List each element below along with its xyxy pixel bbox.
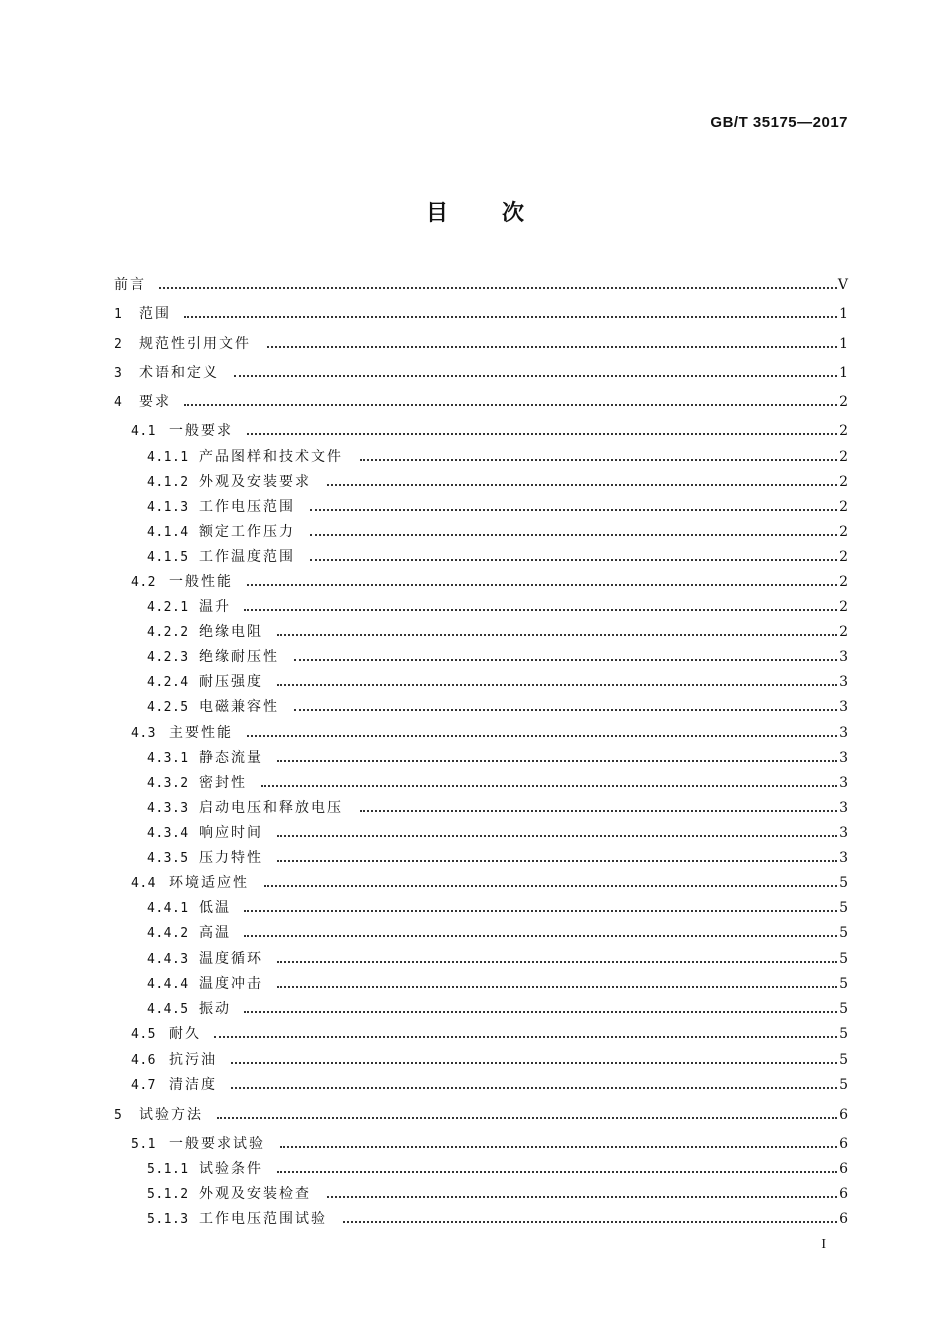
toc-entry[interactable]: [0, 921, 950, 946]
toc-leader-dots: [327, 484, 837, 486]
toc-entry[interactable]: [0, 695, 950, 720]
toc-entry-number: 4.1.3: [147, 500, 189, 515]
toc-entry-page: 2: [839, 574, 848, 590]
toc-entry-page: 1: [839, 306, 848, 322]
toc-entry-page: 2: [839, 599, 848, 615]
toc-entry-label: 耐久: [169, 1026, 201, 1042]
toc-entry[interactable]: [0, 545, 950, 570]
toc-leader-dots: [231, 1087, 837, 1089]
toc-entry-number: 4: [114, 395, 123, 410]
toc-entry-number: 4.3.3: [147, 801, 189, 816]
toc-entry-label: 试验条件: [199, 1161, 263, 1177]
toc-entry-page: 2: [839, 449, 848, 465]
toc-entry[interactable]: [0, 670, 950, 695]
toc-entry[interactable]: [0, 1132, 950, 1157]
toc-entry-label: 术语和定义: [139, 365, 219, 381]
toc-entry-label: 低温: [199, 900, 231, 916]
toc-entry[interactable]: [0, 620, 950, 645]
toc-entry-page: 5: [839, 1026, 848, 1042]
toc-leader-dots: [267, 346, 837, 348]
toc-entry[interactable]: [0, 361, 950, 386]
toc-entry[interactable]: [0, 595, 950, 620]
toc-entry-label: 一般要求试验: [169, 1136, 265, 1152]
toc-entry-label: 压力特性: [199, 850, 263, 866]
toc-entry-number: 5: [114, 1108, 123, 1123]
toc-entry-page: 6: [839, 1107, 848, 1123]
toc-entry-label: 启动电压和释放电压: [199, 800, 343, 816]
toc-entry[interactable]: [0, 495, 950, 520]
toc-entry-number: 4.3: [131, 726, 156, 741]
toc-entry-label: 温度循环: [199, 951, 263, 967]
toc-entry[interactable]: [0, 997, 950, 1022]
toc-entry-number: 4.3.2: [147, 776, 189, 791]
toc-entry-number: 4.2.4: [147, 675, 189, 690]
toc-entry[interactable]: [0, 771, 950, 796]
toc-entry-label: 范围: [139, 306, 171, 322]
toc-entry-label: 产品图样和技术文件: [199, 449, 343, 465]
toc-entry-page: 3: [839, 674, 848, 690]
toc-entry-page: 5: [839, 925, 848, 941]
toc-entry-number: 5.1.3: [147, 1212, 189, 1227]
toc-entry[interactable]: [0, 972, 950, 997]
toc-entry[interactable]: [0, 721, 950, 746]
toc-entry-label: 要求: [139, 394, 171, 410]
page-number: I: [821, 1237, 826, 1252]
toc-entry-page: 3: [839, 649, 848, 665]
toc-entry[interactable]: [0, 645, 950, 670]
toc-leader-dots: [261, 785, 837, 787]
toc-entry-number: 4.4.2: [147, 926, 189, 941]
toc-entry-label: 外观及安装要求: [199, 474, 311, 490]
toc-leader-dots: [277, 835, 837, 837]
page-title: 目次: [425, 201, 578, 226]
toc-entry-label: 耐压强度: [199, 674, 263, 690]
toc-leader-dots: [184, 316, 837, 318]
toc-entry-number: 4.1.5: [147, 550, 189, 565]
toc-entry-number: 4.5: [131, 1027, 156, 1042]
toc-leader-dots: [217, 1117, 837, 1119]
toc-entry[interactable]: [0, 1103, 950, 1128]
toc-leader-dots: [277, 1171, 837, 1173]
toc-entry-page: 2: [839, 549, 848, 565]
toc-entry-page: 5: [839, 951, 848, 967]
toc-entry-label: 一般性能: [169, 574, 233, 590]
toc-entry-page: 6: [839, 1136, 848, 1152]
toc-entry[interactable]: [0, 746, 950, 771]
toc-entry-number: 4.3.5: [147, 851, 189, 866]
toc-entry-number: 4.6: [131, 1053, 156, 1068]
toc-entry-label: 工作电压范围: [199, 499, 295, 515]
toc-entry-number: 4.1.2: [147, 475, 189, 490]
toc-entry-page: 2: [839, 474, 848, 490]
toc-entry-number: 4.4.1: [147, 901, 189, 916]
toc-leader-dots: [343, 1221, 837, 1223]
toc-entry-label: 绝缘电阻: [199, 624, 263, 640]
toc-entry-number: 5.1: [131, 1137, 156, 1152]
toc-entry-label: 额定工作压力: [199, 524, 295, 540]
toc-entry-label: 温度冲击: [199, 976, 263, 992]
toc-entry-page: V: [837, 277, 848, 293]
toc-entry-label: 环境适应性: [169, 875, 249, 891]
toc-leader-dots: [277, 961, 837, 963]
toc-leader-dots: [277, 986, 837, 988]
toc-entry-page: 5: [839, 900, 848, 916]
toc-entry-label: 前言: [114, 277, 146, 293]
toc-entry-number: 4.4: [131, 876, 156, 891]
toc-entry-number: 4.3.1: [147, 751, 189, 766]
toc-entry-label: 绝缘耐压性: [199, 649, 279, 665]
toc-entry-page: 5: [839, 976, 848, 992]
toc-entry-number: 3: [114, 366, 123, 381]
toc-entry-page: 2: [839, 423, 848, 439]
toc-leader-dots: [234, 375, 837, 377]
toc-entry-number: 4.3.4: [147, 826, 189, 841]
toc-entry[interactable]: [0, 1157, 950, 1182]
toc-entry[interactable]: [0, 1182, 950, 1207]
toc-entry-number: 4.1: [131, 424, 156, 439]
toc-entry-label: 一般要求: [169, 423, 233, 439]
toc-entry[interactable]: [0, 896, 950, 921]
toc-leader-dots: [247, 433, 837, 435]
toc-leader-dots: [264, 885, 837, 887]
toc-entry-number: 4.2.2: [147, 625, 189, 640]
toc-leader-dots: [277, 760, 837, 762]
toc-entry-number: 4.4.5: [147, 1002, 189, 1017]
toc-entry-page: 6: [839, 1161, 848, 1177]
toc-leader-dots: [247, 584, 837, 586]
toc-entry-label: 温升: [199, 599, 231, 615]
toc-entry-page: 1: [839, 336, 848, 352]
toc-entry-number: 4.4.3: [147, 952, 189, 967]
toc-leader-dots: [214, 1036, 837, 1038]
toc-entry-label: 试验方法: [139, 1107, 203, 1123]
toc-entry[interactable]: [0, 273, 950, 298]
toc-entry-label: 静态流量: [199, 750, 263, 766]
toc-entry[interactable]: [0, 821, 950, 846]
toc-leader-dots: [244, 935, 837, 937]
toc-entry-page: 5: [839, 1001, 848, 1017]
toc-leader-dots: [294, 709, 837, 711]
toc-leader-dots: [244, 910, 837, 912]
toc-entry[interactable]: [0, 390, 950, 415]
toc-leader-dots: [244, 1011, 837, 1013]
toc-entry-page: 5: [839, 875, 848, 891]
toc-leader-dots: [159, 287, 837, 289]
toc-entry-number: 5.1.1: [147, 1162, 189, 1177]
toc-entry-label: 电磁兼容性: [199, 699, 279, 715]
toc-entry-number: 4.2.5: [147, 700, 189, 715]
toc-entry-label: 抗污油: [169, 1052, 217, 1068]
toc-entry[interactable]: [0, 302, 950, 327]
toc-leader-dots: [310, 534, 837, 536]
toc-entry-page: 3: [839, 825, 848, 841]
toc-entry-number: 4.2.1: [147, 600, 189, 615]
toc-entry-number: 1: [114, 307, 123, 322]
toc-entry-page: 3: [839, 699, 848, 715]
toc-leader-dots: [277, 634, 837, 636]
toc-leader-dots: [310, 559, 837, 561]
toc-entry-page: 3: [839, 725, 848, 741]
toc-entry[interactable]: [0, 871, 950, 896]
toc-entry-number: 4.1.1: [147, 450, 189, 465]
toc-leader-dots: [231, 1062, 837, 1064]
toc-entry[interactable]: [0, 1207, 950, 1232]
toc-entry[interactable]: [0, 332, 950, 357]
toc-leader-dots: [360, 459, 837, 461]
toc-entry-number: 4.7: [131, 1078, 156, 1093]
toc-entry-page: 3: [839, 800, 848, 816]
toc-entry[interactable]: [0, 1048, 950, 1073]
toc-entry-number: 4.2.3: [147, 650, 189, 665]
toc-entry-page: 2: [839, 524, 848, 540]
toc-entry-page: 3: [839, 775, 848, 791]
toc-leader-dots: [277, 860, 837, 862]
toc-entry-label: 外观及安装检查: [199, 1186, 311, 1202]
toc-entry-page: 2: [839, 624, 848, 640]
standard-code: GB/T 35175—2017: [710, 114, 848, 131]
toc-entry[interactable]: [0, 947, 950, 972]
toc-entry-number: 2: [114, 337, 123, 352]
toc-entry[interactable]: [0, 520, 950, 545]
toc-entry-label: 主要性能: [169, 725, 233, 741]
toc-entry-page: 5: [839, 1052, 848, 1068]
toc-leader-dots: [280, 1146, 837, 1148]
toc-entry[interactable]: [0, 846, 950, 871]
toc-leader-dots: [244, 609, 837, 611]
toc-entry-number: 4.4.4: [147, 977, 189, 992]
toc-leader-dots: [310, 509, 837, 511]
toc-entry-page: 2: [839, 499, 848, 515]
toc-entry-number: 4.1.4: [147, 525, 189, 540]
toc-entry-label: 规范性引用文件: [139, 336, 251, 352]
toc-entry-page: 6: [839, 1186, 848, 1202]
toc-entry-page: 3: [839, 850, 848, 866]
toc-entry[interactable]: [0, 445, 950, 470]
toc-entry-label: 响应时间: [199, 825, 263, 841]
toc-entry[interactable]: [0, 419, 950, 444]
toc-entry-label: 工作电压范围试验: [199, 1211, 327, 1227]
toc-entry[interactable]: [0, 1073, 950, 1098]
toc-entry-label: 密封性: [199, 775, 247, 791]
toc-entry[interactable]: [0, 570, 950, 595]
toc-leader-dots: [294, 659, 837, 661]
toc-entry-label: 振动: [199, 1001, 231, 1017]
toc-entry-page: 1: [839, 365, 848, 381]
toc-entry-page: 3: [839, 750, 848, 766]
toc-entry-label: 清洁度: [169, 1077, 217, 1093]
toc-leader-dots: [184, 404, 837, 406]
toc-entry-number: 5.1.2: [147, 1187, 189, 1202]
toc-leader-dots: [360, 810, 837, 812]
toc-entry-number: 4.2: [131, 575, 156, 590]
toc-entry-label: 工作温度范围: [199, 549, 295, 565]
toc-entry-page: 6: [839, 1211, 848, 1227]
toc-entry-label: 高温: [199, 925, 231, 941]
toc-entry-page: 5: [839, 1077, 848, 1093]
toc-entry[interactable]: [0, 1022, 950, 1047]
toc-entry[interactable]: [0, 796, 950, 821]
toc-leader-dots: [327, 1196, 837, 1198]
toc-entry-page: 2: [839, 394, 848, 410]
toc-leader-dots: [277, 684, 837, 686]
toc-entry[interactable]: [0, 470, 950, 495]
toc-leader-dots: [247, 735, 837, 737]
